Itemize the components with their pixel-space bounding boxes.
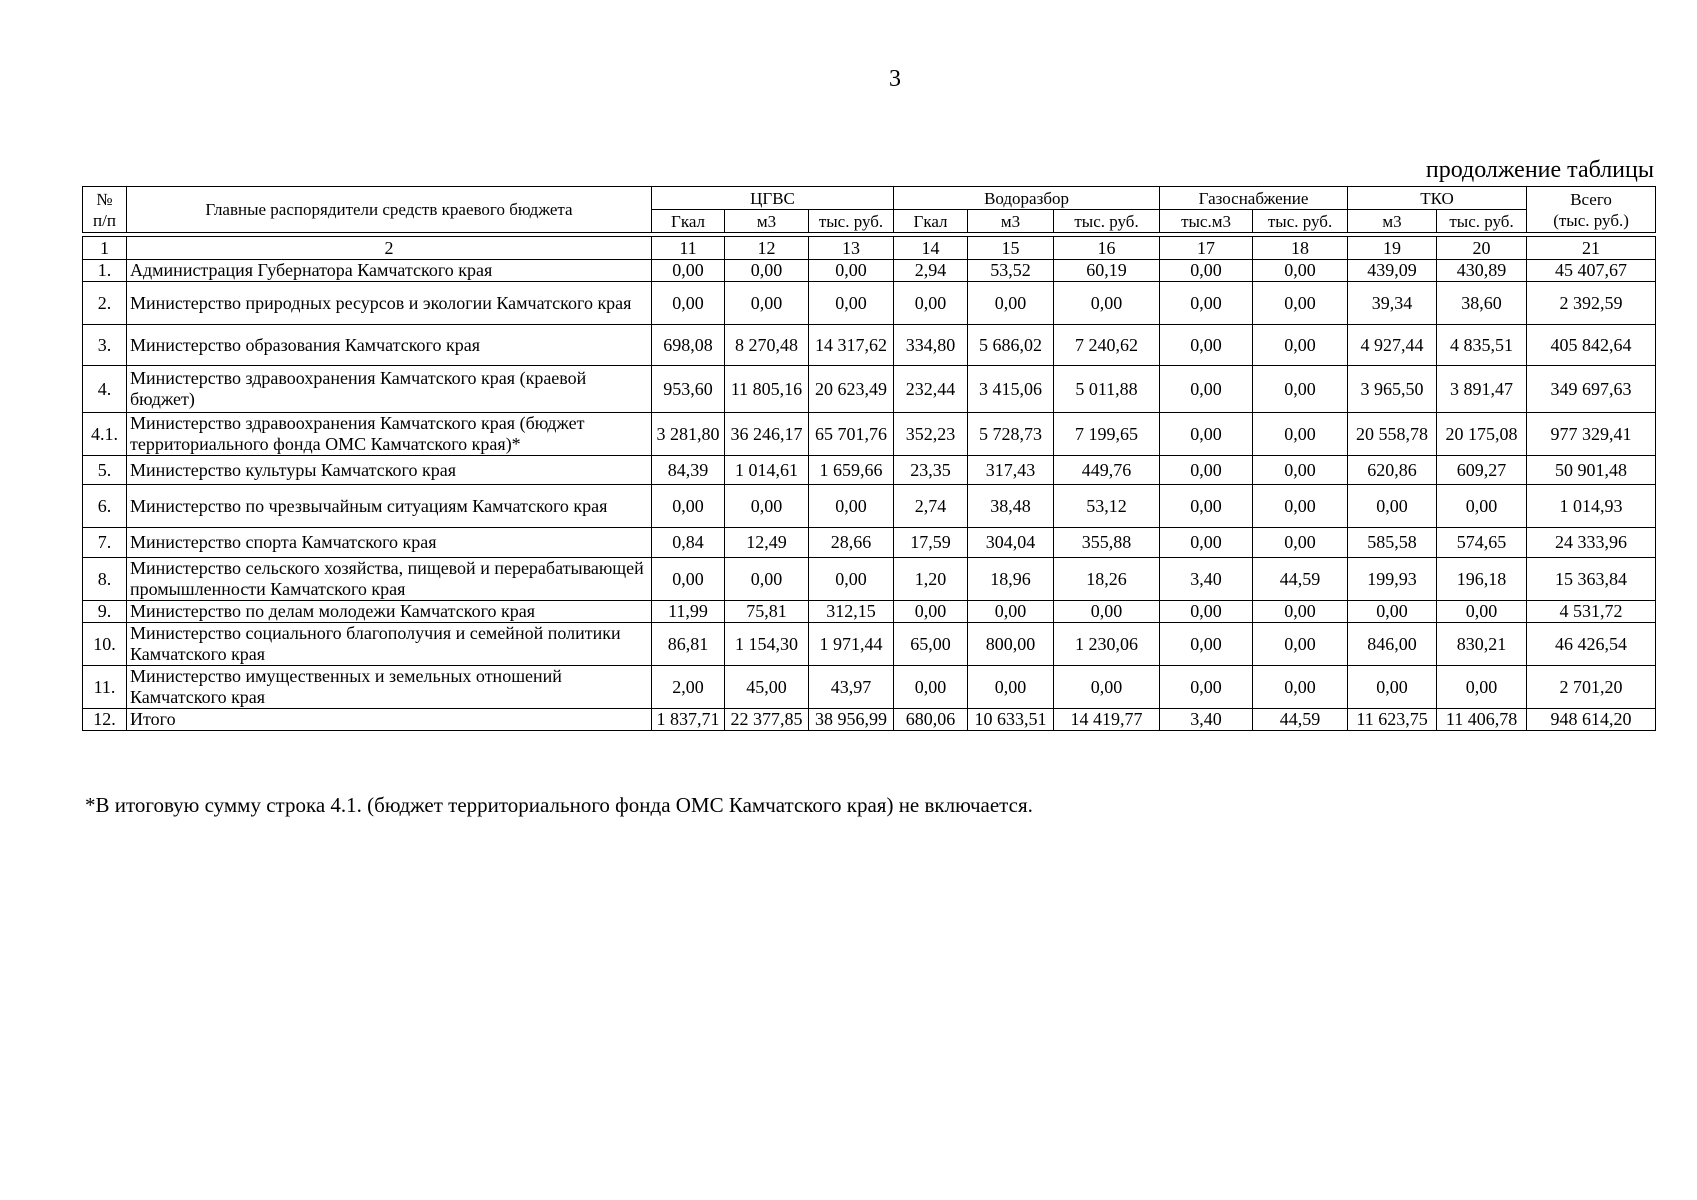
value-cell: 0,00 bbox=[725, 282, 809, 325]
value-cell: 0,00 bbox=[1348, 601, 1437, 623]
header-no-line1: № bbox=[96, 189, 113, 209]
value-cell: 0,00 bbox=[809, 260, 894, 282]
row-name: Министерство здравоохранения Камчатского края (бюджет территориального фонда ОМС Камчатского края)* bbox=[127, 413, 652, 456]
value-cell: 0,00 bbox=[1253, 260, 1348, 282]
value-cell: 44,59 bbox=[1253, 709, 1348, 731]
value-cell: 2,74 bbox=[894, 485, 968, 528]
column-number: 11 bbox=[652, 237, 725, 260]
column-number: 12 bbox=[725, 237, 809, 260]
value-cell: 0,00 bbox=[652, 282, 725, 325]
unit-header: тыс.м3 bbox=[1160, 210, 1253, 233]
header-no-line2: п/п bbox=[93, 210, 116, 230]
unit-header: тыс. руб. bbox=[809, 210, 894, 233]
value-cell: 38 956,99 bbox=[809, 709, 894, 731]
row-name: Министерство природных ресурсов и экологии Камчатского края bbox=[127, 282, 652, 325]
header-no bbox=[83, 187, 127, 233]
value-cell: 0,00 bbox=[894, 601, 968, 623]
value-cell: 232,44 bbox=[894, 366, 968, 413]
value-cell: 39,34 bbox=[1348, 282, 1437, 325]
value-cell: 65,00 bbox=[894, 623, 968, 666]
value-cell: 18,96 bbox=[968, 558, 1054, 601]
table-row bbox=[83, 282, 1656, 325]
value-cell: 18,26 bbox=[1054, 558, 1160, 601]
unit-header: м3 bbox=[968, 210, 1054, 233]
table-row bbox=[83, 558, 1656, 601]
value-cell: 1,20 bbox=[894, 558, 968, 601]
row-number: 1. bbox=[83, 260, 127, 282]
value-cell: 0,00 bbox=[809, 485, 894, 528]
value-cell: 449,76 bbox=[1054, 456, 1160, 485]
value-cell: 45 407,67 bbox=[1527, 260, 1656, 282]
column-number: 20 bbox=[1437, 237, 1527, 260]
value-cell: 14 419,77 bbox=[1054, 709, 1160, 731]
row-number: 8. bbox=[83, 558, 127, 601]
unit-header: тыс. руб. bbox=[1437, 210, 1527, 233]
value-cell: 0,00 bbox=[1437, 485, 1527, 528]
value-cell: 0,00 bbox=[1160, 528, 1253, 558]
header-group-gas: Газоснабжение bbox=[1160, 187, 1348, 210]
row-name: Администрация Губернатора Камчатского края bbox=[127, 260, 652, 282]
table-row bbox=[83, 709, 1656, 731]
header-group-tko: ТКО bbox=[1348, 187, 1527, 210]
value-cell: 0,00 bbox=[725, 260, 809, 282]
value-cell: 1 230,06 bbox=[1054, 623, 1160, 666]
value-cell: 0,00 bbox=[1160, 325, 1253, 366]
value-cell: 3 281,80 bbox=[652, 413, 725, 456]
value-cell: 10 633,51 bbox=[968, 709, 1054, 731]
row-number: 4. bbox=[83, 366, 127, 413]
table-body bbox=[83, 233, 1656, 731]
value-cell: 0,00 bbox=[809, 558, 894, 601]
page-number: 3 bbox=[889, 66, 901, 92]
value-cell: 2,94 bbox=[894, 260, 968, 282]
value-cell: 0,00 bbox=[1160, 666, 1253, 709]
value-cell: 0,00 bbox=[652, 260, 725, 282]
value-cell: 8 270,48 bbox=[725, 325, 809, 366]
row-name: Министерство спорта Камчатского края bbox=[127, 528, 652, 558]
value-cell: 20 558,78 bbox=[1348, 413, 1437, 456]
value-cell: 5 728,73 bbox=[968, 413, 1054, 456]
value-cell: 698,08 bbox=[652, 325, 725, 366]
value-cell: 75,81 bbox=[725, 601, 809, 623]
row-name: Министерство культуры Камчатского края bbox=[127, 456, 652, 485]
value-cell: 2,00 bbox=[652, 666, 725, 709]
value-cell: 2 701,20 bbox=[1527, 666, 1656, 709]
value-cell: 680,06 bbox=[894, 709, 968, 731]
column-numbers-row bbox=[83, 237, 1656, 260]
column-number: 15 bbox=[968, 237, 1054, 260]
table-row bbox=[83, 485, 1656, 528]
unit-header: тыс. руб. bbox=[1253, 210, 1348, 233]
unit-header: м3 bbox=[725, 210, 809, 233]
value-cell: 3 965,50 bbox=[1348, 366, 1437, 413]
value-cell: 0,00 bbox=[1160, 282, 1253, 325]
value-cell: 334,80 bbox=[894, 325, 968, 366]
value-cell: 0,00 bbox=[1160, 456, 1253, 485]
value-cell: 0,00 bbox=[1160, 601, 1253, 623]
budget-table-container bbox=[82, 186, 1655, 731]
value-cell: 11 406,78 bbox=[1437, 709, 1527, 731]
header-group-tsgvs: ЦГВС bbox=[652, 187, 894, 210]
value-cell: 7 240,62 bbox=[1054, 325, 1160, 366]
value-cell: 0,00 bbox=[1054, 601, 1160, 623]
value-cell: 4 835,51 bbox=[1437, 325, 1527, 366]
row-name: Министерство по делам молодежи Камчатского края bbox=[127, 601, 652, 623]
table-header bbox=[83, 187, 1656, 233]
value-cell: 304,04 bbox=[968, 528, 1054, 558]
value-cell: 0,00 bbox=[1054, 282, 1160, 325]
value-cell: 45,00 bbox=[725, 666, 809, 709]
header-total-line1: Всего bbox=[1570, 189, 1612, 209]
header-total-line2: (тыс. руб.) bbox=[1553, 210, 1629, 230]
value-cell: 20 623,49 bbox=[809, 366, 894, 413]
value-cell: 430,89 bbox=[1437, 260, 1527, 282]
column-number: 2 bbox=[127, 237, 652, 260]
value-cell: 28,66 bbox=[809, 528, 894, 558]
value-cell: 65 701,76 bbox=[809, 413, 894, 456]
value-cell: 14 317,62 bbox=[809, 325, 894, 366]
value-cell: 1 837,71 bbox=[652, 709, 725, 731]
unit-header: тыс. руб. bbox=[1054, 210, 1160, 233]
row-number: 3. bbox=[83, 325, 127, 366]
value-cell: 20 175,08 bbox=[1437, 413, 1527, 456]
header-group-vodorazbor: Водоразбор bbox=[894, 187, 1160, 210]
value-cell: 0,00 bbox=[1253, 456, 1348, 485]
value-cell: 12,49 bbox=[725, 528, 809, 558]
value-cell: 0,84 bbox=[652, 528, 725, 558]
table-row bbox=[83, 623, 1656, 666]
value-cell: 0,00 bbox=[725, 485, 809, 528]
value-cell: 7 199,65 bbox=[1054, 413, 1160, 456]
column-number: 16 bbox=[1054, 237, 1160, 260]
column-number: 13 bbox=[809, 237, 894, 260]
header-total bbox=[1527, 187, 1656, 233]
column-number: 17 bbox=[1160, 237, 1253, 260]
value-cell: 1 154,30 bbox=[725, 623, 809, 666]
value-cell: 0,00 bbox=[1253, 666, 1348, 709]
row-name: Министерство по чрезвычайным ситуациям Камчатского края bbox=[127, 485, 652, 528]
value-cell: 0,00 bbox=[1253, 528, 1348, 558]
unit-header: м3 bbox=[1348, 210, 1437, 233]
value-cell: 0,00 bbox=[652, 558, 725, 601]
footnote: *В итоговую сумму строка 4.1. (бюджет территориального фонда ОМС Камчатского края) не включается. bbox=[85, 793, 1033, 817]
value-cell: 0,00 bbox=[1253, 366, 1348, 413]
value-cell: 3,40 bbox=[1160, 558, 1253, 601]
value-cell: 43,97 bbox=[809, 666, 894, 709]
value-cell: 5 011,88 bbox=[1054, 366, 1160, 413]
table-row bbox=[83, 413, 1656, 456]
row-number: 6. bbox=[83, 485, 127, 528]
row-number: 12. bbox=[83, 709, 127, 731]
value-cell: 0,00 bbox=[652, 485, 725, 528]
table-row bbox=[83, 325, 1656, 366]
budget-table bbox=[82, 186, 1656, 731]
value-cell: 84,39 bbox=[652, 456, 725, 485]
value-cell: 44,59 bbox=[1253, 558, 1348, 601]
value-cell: 53,52 bbox=[968, 260, 1054, 282]
row-number: 11. bbox=[83, 666, 127, 709]
table-row bbox=[83, 366, 1656, 413]
value-cell: 0,00 bbox=[968, 666, 1054, 709]
value-cell: 1 014,93 bbox=[1527, 485, 1656, 528]
value-cell: 11 623,75 bbox=[1348, 709, 1437, 731]
value-cell: 0,00 bbox=[1253, 601, 1348, 623]
value-cell: 36 246,17 bbox=[725, 413, 809, 456]
value-cell: 0,00 bbox=[894, 666, 968, 709]
value-cell: 830,21 bbox=[1437, 623, 1527, 666]
header-name: Главные распорядители средств краевого бюджета bbox=[127, 187, 652, 233]
value-cell: 1 659,66 bbox=[809, 456, 894, 485]
column-number: 14 bbox=[894, 237, 968, 260]
value-cell: 0,00 bbox=[1160, 366, 1253, 413]
value-cell: 0,00 bbox=[1437, 601, 1527, 623]
value-cell: 355,88 bbox=[1054, 528, 1160, 558]
row-number: 7. bbox=[83, 528, 127, 558]
value-cell: 11,99 bbox=[652, 601, 725, 623]
row-name: Министерство образования Камчатского края bbox=[127, 325, 652, 366]
value-cell: 0,00 bbox=[1253, 485, 1348, 528]
table-row bbox=[83, 528, 1656, 558]
value-cell: 317,43 bbox=[968, 456, 1054, 485]
value-cell: 0,00 bbox=[1054, 666, 1160, 709]
row-number: 10. bbox=[83, 623, 127, 666]
value-cell: 953,60 bbox=[652, 366, 725, 413]
table-row bbox=[83, 456, 1656, 485]
table-row bbox=[83, 260, 1656, 282]
row-name: Итого bbox=[127, 709, 652, 731]
value-cell: 0,00 bbox=[809, 282, 894, 325]
value-cell: 4 531,72 bbox=[1527, 601, 1656, 623]
value-cell: 1 971,44 bbox=[809, 623, 894, 666]
value-cell: 0,00 bbox=[1253, 413, 1348, 456]
value-cell: 60,19 bbox=[1054, 260, 1160, 282]
row-name: Министерство здравоохранения Камчатского края (краевой бюджет) bbox=[127, 366, 652, 413]
value-cell: 0,00 bbox=[1160, 413, 1253, 456]
value-cell: 609,27 bbox=[1437, 456, 1527, 485]
unit-header: Гкал bbox=[652, 210, 725, 233]
value-cell: 800,00 bbox=[968, 623, 1054, 666]
value-cell: 38,48 bbox=[968, 485, 1054, 528]
row-name: Министерство сельского хозяйства, пищевой и перерабатывающей промышленности Камчатского края bbox=[127, 558, 652, 601]
value-cell: 38,60 bbox=[1437, 282, 1527, 325]
value-cell: 0,00 bbox=[1253, 325, 1348, 366]
value-cell: 0,00 bbox=[1160, 260, 1253, 282]
column-number: 21 bbox=[1527, 237, 1656, 260]
row-number: 9. bbox=[83, 601, 127, 623]
value-cell: 0,00 bbox=[1253, 282, 1348, 325]
value-cell: 199,93 bbox=[1348, 558, 1437, 601]
value-cell: 0,00 bbox=[1348, 485, 1437, 528]
table-row bbox=[83, 601, 1656, 623]
value-cell: 0,00 bbox=[894, 282, 968, 325]
value-cell: 2 392,59 bbox=[1527, 282, 1656, 325]
value-cell: 86,81 bbox=[652, 623, 725, 666]
value-cell: 0,00 bbox=[1437, 666, 1527, 709]
value-cell: 3 891,47 bbox=[1437, 366, 1527, 413]
value-cell: 196,18 bbox=[1437, 558, 1527, 601]
value-cell: 0,00 bbox=[968, 282, 1054, 325]
row-name: Министерство имущественных и земельных отношений Камчатского края bbox=[127, 666, 652, 709]
value-cell: 439,09 bbox=[1348, 260, 1437, 282]
unit-header: Гкал bbox=[894, 210, 968, 233]
value-cell: 349 697,63 bbox=[1527, 366, 1656, 413]
value-cell: 3 415,06 bbox=[968, 366, 1054, 413]
value-cell: 948 614,20 bbox=[1527, 709, 1656, 731]
value-cell: 46 426,54 bbox=[1527, 623, 1656, 666]
value-cell: 312,15 bbox=[809, 601, 894, 623]
value-cell: 5 686,02 bbox=[968, 325, 1054, 366]
value-cell: 17,59 bbox=[894, 528, 968, 558]
value-cell: 24 333,96 bbox=[1527, 528, 1656, 558]
row-name: Министерство социального благополучия и семейной политики Камчатского края bbox=[127, 623, 652, 666]
column-number: 18 bbox=[1253, 237, 1348, 260]
continuation-label: продолжение таблицы bbox=[1425, 157, 1654, 183]
column-number: 1 bbox=[83, 237, 127, 260]
value-cell: 11 805,16 bbox=[725, 366, 809, 413]
row-number: 5. bbox=[83, 456, 127, 485]
table-row bbox=[83, 666, 1656, 709]
value-cell: 0,00 bbox=[1348, 666, 1437, 709]
value-cell: 585,58 bbox=[1348, 528, 1437, 558]
value-cell: 1 014,61 bbox=[725, 456, 809, 485]
value-cell: 352,23 bbox=[894, 413, 968, 456]
value-cell: 15 363,84 bbox=[1527, 558, 1656, 601]
value-cell: 50 901,48 bbox=[1527, 456, 1656, 485]
value-cell: 977 329,41 bbox=[1527, 413, 1656, 456]
value-cell: 574,65 bbox=[1437, 528, 1527, 558]
value-cell: 23,35 bbox=[894, 456, 968, 485]
value-cell: 4 927,44 bbox=[1348, 325, 1437, 366]
value-cell: 0,00 bbox=[725, 558, 809, 601]
value-cell: 405 842,64 bbox=[1527, 325, 1656, 366]
value-cell: 0,00 bbox=[968, 601, 1054, 623]
value-cell: 620,86 bbox=[1348, 456, 1437, 485]
row-number: 4.1. bbox=[83, 413, 127, 456]
column-number: 19 bbox=[1348, 237, 1437, 260]
value-cell: 0,00 bbox=[1253, 623, 1348, 666]
row-number: 2. bbox=[83, 282, 127, 325]
value-cell: 846,00 bbox=[1348, 623, 1437, 666]
value-cell: 22 377,85 bbox=[725, 709, 809, 731]
value-cell: 0,00 bbox=[1160, 485, 1253, 528]
value-cell: 3,40 bbox=[1160, 709, 1253, 731]
value-cell: 53,12 bbox=[1054, 485, 1160, 528]
value-cell: 0,00 bbox=[1160, 623, 1253, 666]
